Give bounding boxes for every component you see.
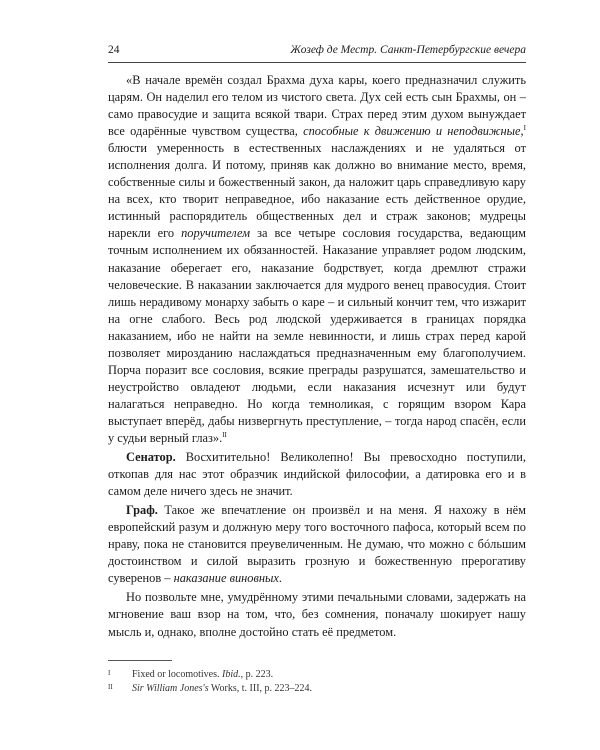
footnote-mark: II <box>108 683 113 691</box>
footnotes <box>108 668 526 696</box>
page-number: 24 <box>108 44 120 56</box>
italic-phrase: наказание виновных <box>173 571 279 586</box>
quote-paragraph: «В начале времён создал Брахма духа кары, коего предназначил служить царям. Он наделил его телом из чистого света. Дух сей есть сын Брахмы, он – само правосудие и защита всякой твари. Страх перед этим духом вынуждает все одарённые чувством существа, способные к движению и неподвижные,$^I$ блюсти умеренность в естественных наслаждениях и не удаляться от исполнения долга. И потому, приняв как должно во внимание место, время, собственные силы и божественный закон, да наложит царь справедливую кару на всех, кто творит неправедное, ибо наказание есть действенное орудие, истинный распорядитель общественных дел и страж законов; мудрецы нарекли его поручителем за все четыре сословия государства, ведающим точным исполнением их обязанностей. Наказание управляет родом людским, наказание оберегает его, наказание бодрствует, когда дремлют стражи человеческие. В наказании заключается для мудрого венец правосудия. Стоит лишь нерадивому монарху забыть о каре – и сильный кончит тем, что изжарит на огне слабого. Весь род людской удерживается в границах порядка наказанием, ибо не найти на земле невинности, и лишь страх перед карой позволяет мирозданию наслаждаться предназначенным ему благополучием. Порча поразит все сословия, всякие преграды разрушатся, замешательство и неустройство овладеют людьми, если наказания исчезнут или будут налагаться неправедно. Но когда темноликая, с горящим взором Кара выступает вперёд, дабы низвергнуть преступление, – тогда народ спасён, если у судьи верный глаз».$^{II}$ <box>108 73 526 445</box>
running-title: Жозеф де Местр. Санкт-Петербургские вечера <box>290 44 526 56</box>
footnote-ref: I <box>523 124 526 133</box>
speaker-name: Сенатор. <box>126 450 176 465</box>
header-rule <box>108 62 526 63</box>
footnote-mark: I <box>108 669 111 677</box>
speaker-name: Граф. <box>126 503 158 518</box>
count-paragraph: Граф. Такое же впечатление он произвёл и на меня. Я нахожу в нём европейский разум и должную меру того восточного пафоса, который всем по нраву, пока не становится преувеличенным. Не думаю, что можно с бóльшим достоинством и силой выразить грозную и божественную прерогативу суверенов – наказание виновных. <box>108 503 526 586</box>
footnote-rule <box>108 660 172 661</box>
footnote-ref: II <box>222 430 227 439</box>
italic-phrase: способные к движению и неподвижные, <box>303 124 524 139</box>
footnote: II Sir William Jones's Works, t. III, p. 223–224. <box>108 682 526 696</box>
italic-phrase: поручителем <box>181 226 251 241</box>
page-header <box>108 44 526 60</box>
footnote: I Fixed or locomotives. Ibid., p. 223. <box>108 668 526 682</box>
final-paragraph: Но позвольте мне, умудрённому этими печальными словами, задержать на мгновение ваш взор на том, что, без сомнения, поначалу шокирует нашу мысль и, однако, вполне достойно стать её предметом. <box>108 590 526 639</box>
senator-paragraph: Сенатор. Восхитительно! Великолепно! Вы превосходно поступили, откопав для нас этот образчик индийской философии, а датировка его и в самом деле ничего здесь не значит. <box>108 450 526 499</box>
body-text <box>108 72 526 641</box>
